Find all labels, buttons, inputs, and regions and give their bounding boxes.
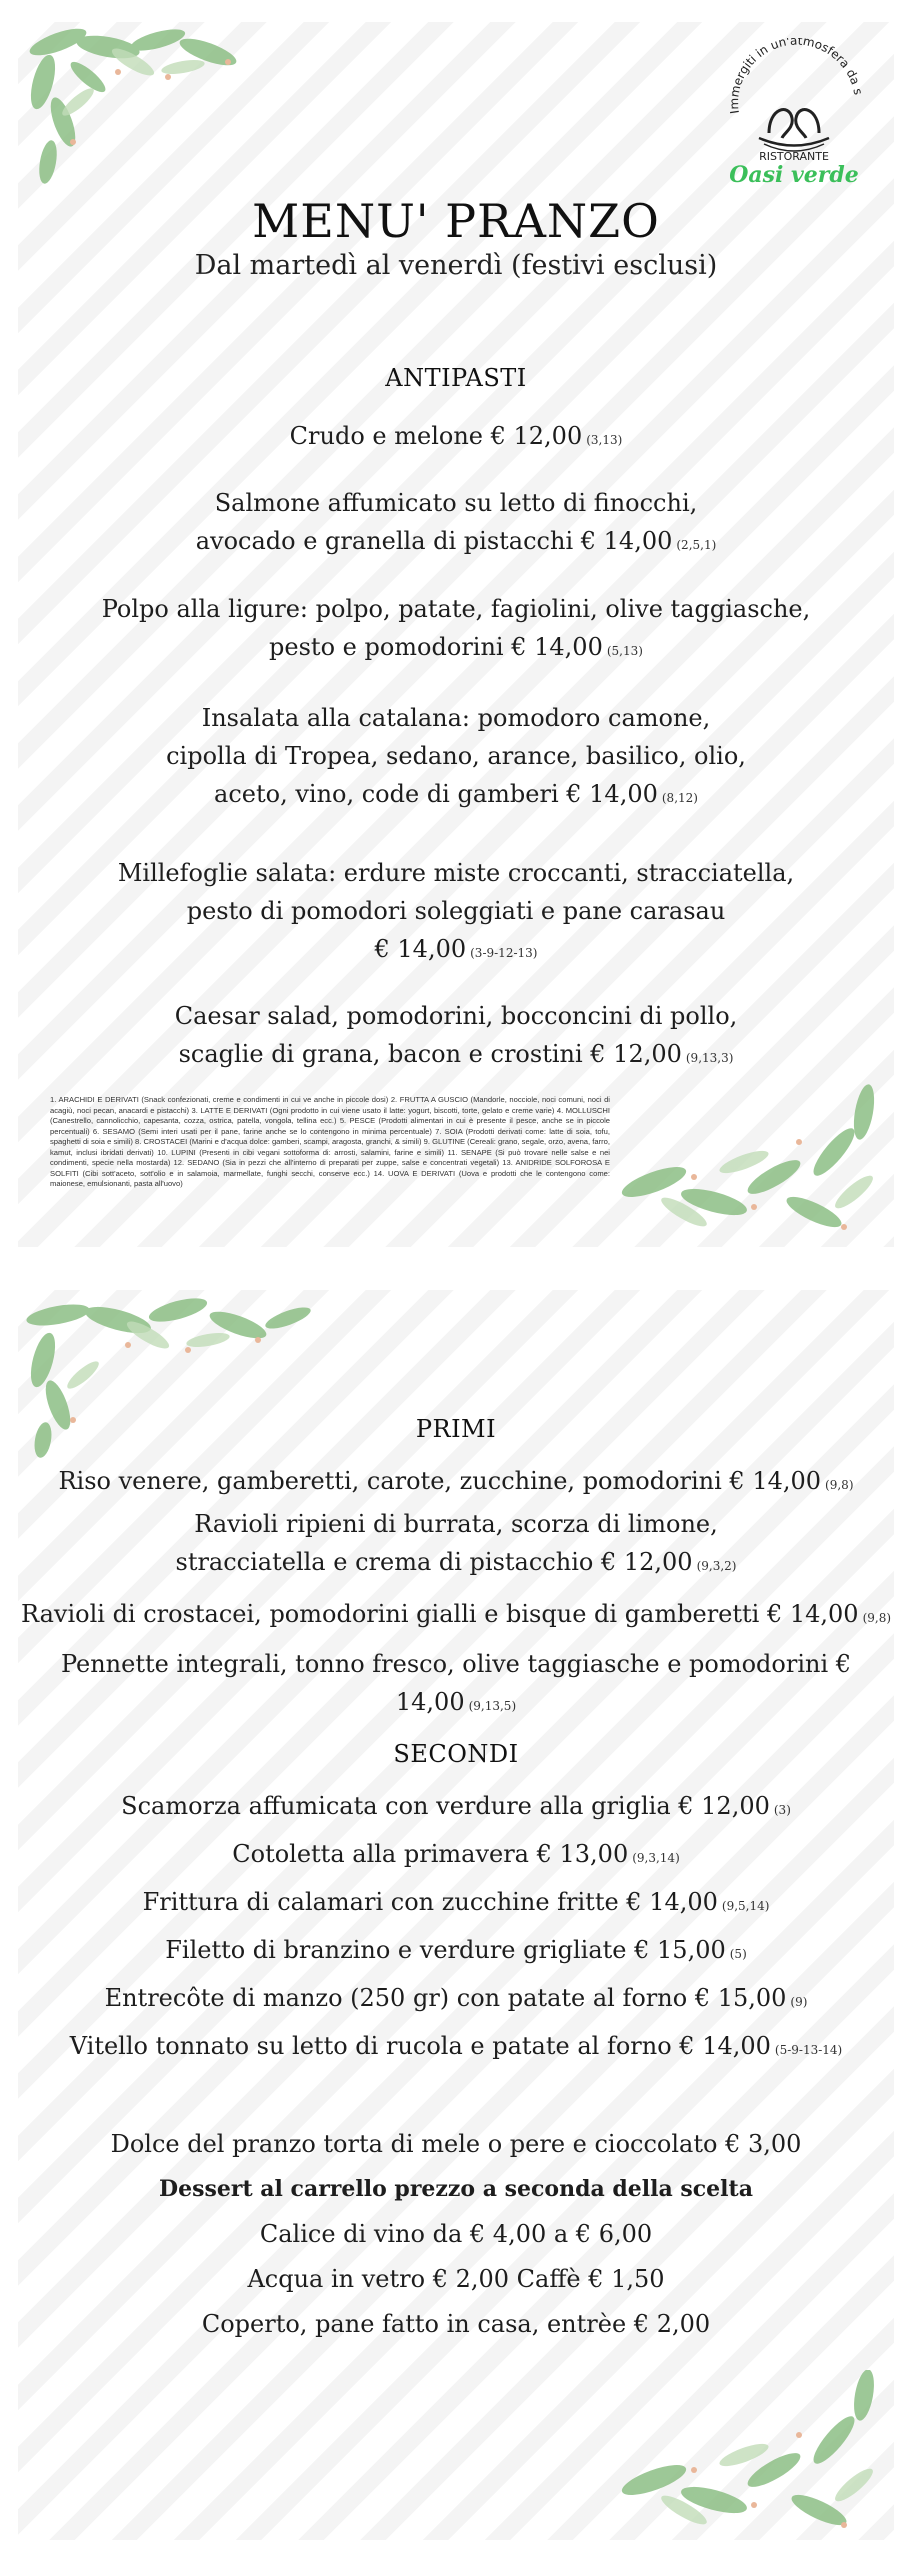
allergen-codes: (2,5,1) xyxy=(676,538,717,552)
allergen-codes: (9,3,14) xyxy=(632,1851,680,1865)
wine-line: Calice di vino da € 4,00 a € 6,00 xyxy=(259,2220,653,2248)
allergen-codes: (3,13) xyxy=(586,433,623,447)
allergen-codes: (9,8) xyxy=(825,1478,854,1492)
logo-tagline: Immergiti in un'atmosfera da s xyxy=(727,38,866,115)
dish-item: Cotoletta alla primavera € 13,00 (9,3,14) xyxy=(232,1840,680,1868)
dish-item: Ravioli ripieni di burrata, scorza di limone, stracciatella e crema di pistacchio € 12,00 (9,3,2) xyxy=(175,1510,737,1576)
dessert-cart-line: Dessert al carrello prezzo a seconda della scelta xyxy=(159,2176,753,2202)
page-title: MENU' PRANZO xyxy=(252,194,660,248)
allergen-codes: (9,13,3) xyxy=(685,1051,734,1065)
allergen-codes: (8,12) xyxy=(661,791,698,805)
allergen-codes: (5,13) xyxy=(606,644,643,658)
section-heading-secondi: SECONDI xyxy=(393,1740,519,1768)
water-coffee-line: Acqua in vetro € 2,00 Caffè € 1,50 xyxy=(247,2265,665,2293)
restaurant-logo xyxy=(714,38,874,198)
cover-charge-line: Coperto, pane fatto in casa, entrèe € 2,00 xyxy=(201,2310,711,2338)
dish-item: Frittura di calamari con zucchine fritte € 14,00 (9,5,14) xyxy=(142,1888,770,1916)
leaf-garland-bottom-right xyxy=(594,2370,894,2540)
page-subtitle: Dal martedì al venerdì (festivi esclusi) xyxy=(194,250,718,281)
dish-item: Pennette integrali, tonno fresco, olive taggiasche e pomodorini € 14,00 (9,13,5) xyxy=(60,1650,852,1716)
leaf-garland-bottom-right xyxy=(594,1082,894,1247)
leaf-garland-top-left xyxy=(18,22,268,192)
dish-item: Vitello tonnato su letto di rucola e patate al forno € 14,00 (5-9-13-14) xyxy=(69,2032,843,2060)
dish-item: Crudo e melone € 12,00 (3,13) xyxy=(289,422,623,450)
allergen-codes: (9,5,14) xyxy=(721,1899,770,1913)
dish-item: Ravioli di crostacei, pomodorini gialli e bisque di gamberetti € 14,00 (9,8) xyxy=(20,1600,892,1628)
dish-item: Caesar salad, pomodorini, bocconcini di pollo, scaglie di grana, bacon e crostini € 12,00 (9,13,3) xyxy=(174,1002,738,1068)
allergen-codes: (9,8) xyxy=(862,1611,892,1625)
allergen-codes: (9) xyxy=(790,1995,808,2009)
dessert-line: Dolce del pranzo torta di mele o pere e cioccolato € 3,00 xyxy=(110,2130,802,2158)
allergen-codes: (5) xyxy=(729,1947,747,1961)
allergen-codes: (5-9-13-14) xyxy=(774,2043,843,2057)
allergen-codes: (9,3,2) xyxy=(696,1559,737,1573)
allergen-legend: 1. ARACHIDI E DERIVATI (Snack confezionati, creme e condimenti in cui ve anche in piccole dosi) 2. FRUTTA A GUSCIO (Mandorle, nocciole, noci comuni, noci di acagiù, noci pecan, anacardi e pistacchi) 3. LATTE E DERIVATI (Ogni prodotto in cui viene usato il latte: yogurt, biscotti, torte, gelato e creme varie) 4. MOLLUSCHI (Canestrello, cannolicchio, capesanta, cozza, ostrica, patella, vongola, tellina ecc.) 5. PESCE (Prodotti alimentari in cui è presente il pesce, anche se in piccole percentuali) 6. SESAMO (Semi interi usati per il pane, farine anche se lo contengono in minima percentuale) 7. SOIA (Prodotti derivati come: latte di soia, tofu, spaghetti di soia e simili) 8. CROSTACEI (Marini e d'acqua dolce: gamberi, scampi, aragosta, granchi, & simili) 9. GLUTINE (Cereali: grano, segale, orzo, avena, farro, kamut, inclusi ibridati derivati) 10. LUPINI (Presenti in cibi vegani sottoforma di: arrosti, salamini, farine e simili) 11. SENAPE (Si può trovare nelle salse e nei condimenti, specie nella mostarda) 12. SEDANO (Sia in pezzi che all'interno di preparati per zuppe, salse e concentrati vegetali) 13. ANIDRIDE SOLFOROSA E SOLFITI (Cibi sott'aceto, sott'olio e in salamoia, marmellate, funghi secchi, conserve ecc.) 14. UOVA E DERIVATI (Uova e prodotti che le contengono come: maionese, emulsionanti, pasta all'uovo) xyxy=(50,1095,610,1188)
logo-name: Oasi verde xyxy=(729,162,859,188)
dish-item: Entrecôte di manzo (250 gr) con patate al forno € 15,00 (9) xyxy=(104,1984,808,2012)
menu-page-1 xyxy=(18,22,894,1247)
dish-item: Millefoglie salata: erdure miste croccanti, stracciatella, pesto di pomodori soleggiati e pane carasau € 14,00 (3-9-12-13) xyxy=(117,859,795,963)
dish-item: Scamorza affumicata con verdure alla griglia € 12,00 (3) xyxy=(121,1792,791,1820)
section-heading-primi: PRIMI xyxy=(415,1415,497,1443)
dish-item: Filetto di branzino e verdure grigliate € 15,00 (5) xyxy=(165,1936,747,1964)
section-heading-antipasti: ANTIPASTI xyxy=(385,364,527,392)
allergen-codes: (3-9-12-13) xyxy=(470,946,538,960)
allergen-codes: (3) xyxy=(773,1803,791,1817)
dish-item: Polpo alla ligure: polpo, patate, fagiolini, olive taggiasche, pesto e pomodorini € 14,00 (5,13) xyxy=(101,595,811,661)
dish-item: Insalata alla catalana: pomodoro camone, cipolla di Tropea, sedano, arance, basilico, olio, aceto, vino, code di gamberi € 14,00 (8,12) xyxy=(166,704,746,808)
dish-item: Riso venere, gamberetti, carote, zucchine, pomodorini € 14,00 (9,8) xyxy=(58,1467,854,1495)
svg-text:Immergiti in un'atmosfera da s xyxy=(714,38,865,115)
menu-page-2 xyxy=(18,1290,894,2540)
dish-item: Salmone affumicato su letto di finocchi, avocado e granella di pistacchi € 14,00 (2,5,1) xyxy=(195,489,717,555)
logo-label: RISTORANTE xyxy=(759,150,829,163)
allergen-codes: (9,13,5) xyxy=(468,1699,517,1713)
